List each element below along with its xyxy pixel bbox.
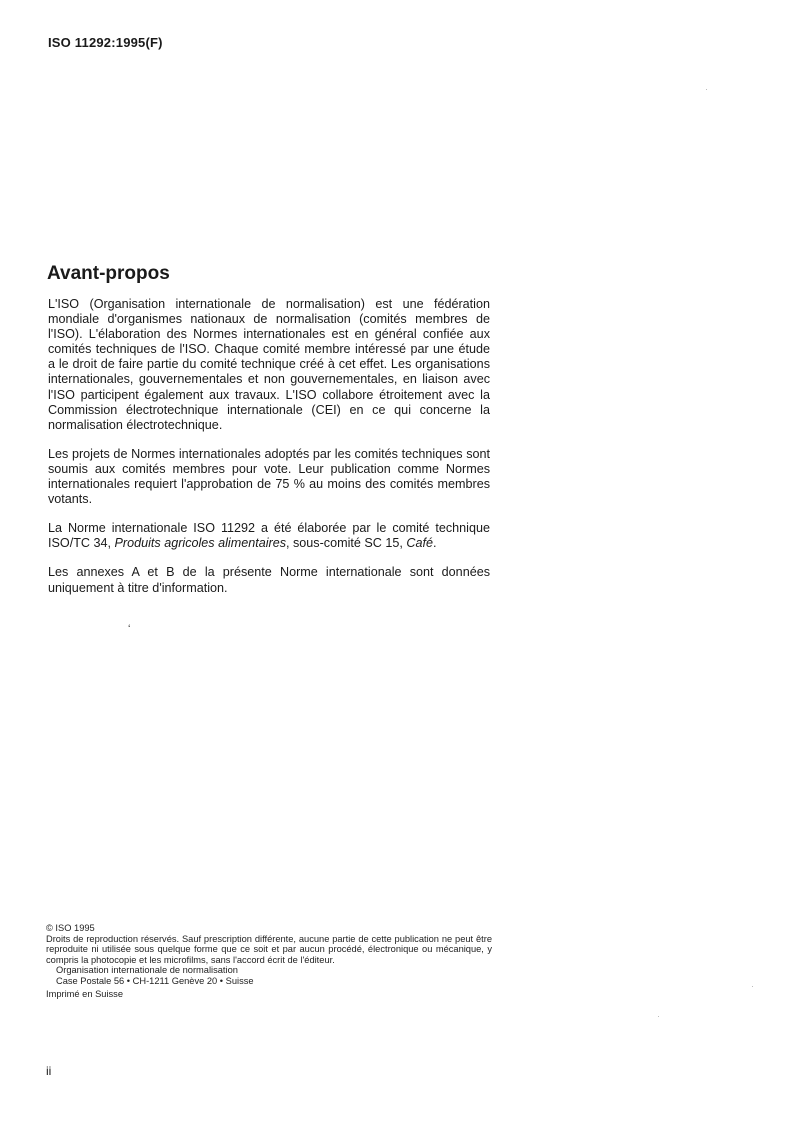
- copyright-block: [46, 923, 492, 999]
- rights-notice: Droits de reproduction réservés. Sauf prescription différente, aucune partie de cette publication ne peut être reproduite ni utilisée sous quelque forme que ce soit et par aucun procédé, électronique ou mécanique, y compris la photocopie et les microfilms, sans l'accord écrit de l'éditeur.: [46, 933, 492, 965]
- paragraph-voting: Les projets de Normes internationales adoptés par les comités techniques sont soumis aux comités membres pour vote. Leur publication comme Normes internationales requiert l'approbation de 75 % au moins des comités membres votants.: [48, 446, 490, 507]
- scan-speck: [706, 89, 707, 90]
- publisher-name: Organisation internationale de normalisation: [56, 965, 238, 976]
- scan-speck: [658, 1016, 659, 1017]
- section-title: Avant-propos: [47, 263, 170, 284]
- document-reference: ISO 11292:1995(F): [48, 35, 163, 50]
- committee-text-end: .: [433, 536, 437, 551]
- stray-mark: ‘: [128, 623, 131, 635]
- paragraph-committee: [48, 521, 490, 551]
- paragraph-iso-overview: L'ISO (Organisation internationale de normalisation) est une fédération mondiale d'organismes nationaux de normalisation (comités membres de l'ISO). L'élaboration des Normes internationales est en général confiée aux comités techniques de l'ISO. Chaque comité membre intéressé par une étude a le droit de faire partie du comité technique créé à cet effet. Les organisations internationales, gouvernementales et non gouvernementales, en liaison avec l'ISO participent également aux travaux. L'ISO collabore étroitement avec la Commission électrotechnique internationale (CEI) en ce qui concerne la normalisation électrotechnique.: [48, 297, 490, 432]
- publisher-address: Case Postale 56 • CH-1211 Genève 20 • Suisse: [56, 975, 254, 986]
- page-number: ii: [46, 1064, 52, 1078]
- committee-text-lead: La Norme internationale ISO 11292 a été élaborée par le comité technique ISO/TC 34,: [48, 521, 490, 551]
- subcommittee-name: Café: [406, 536, 433, 551]
- copyright-line: © ISO 1995: [46, 923, 95, 933]
- paragraph-annexes: Les annexes A et B de la présente Norme internationale sont données uniquement à titre d'information.: [48, 565, 490, 595]
- committee-name: Produits agricoles alimentaires: [114, 536, 286, 551]
- committee-text-mid: , sous-comité SC 15,: [286, 536, 407, 551]
- printed-in: Imprimé en Suisse: [46, 988, 123, 999]
- scan-speck: [752, 986, 753, 987]
- foreword-body: [48, 297, 490, 610]
